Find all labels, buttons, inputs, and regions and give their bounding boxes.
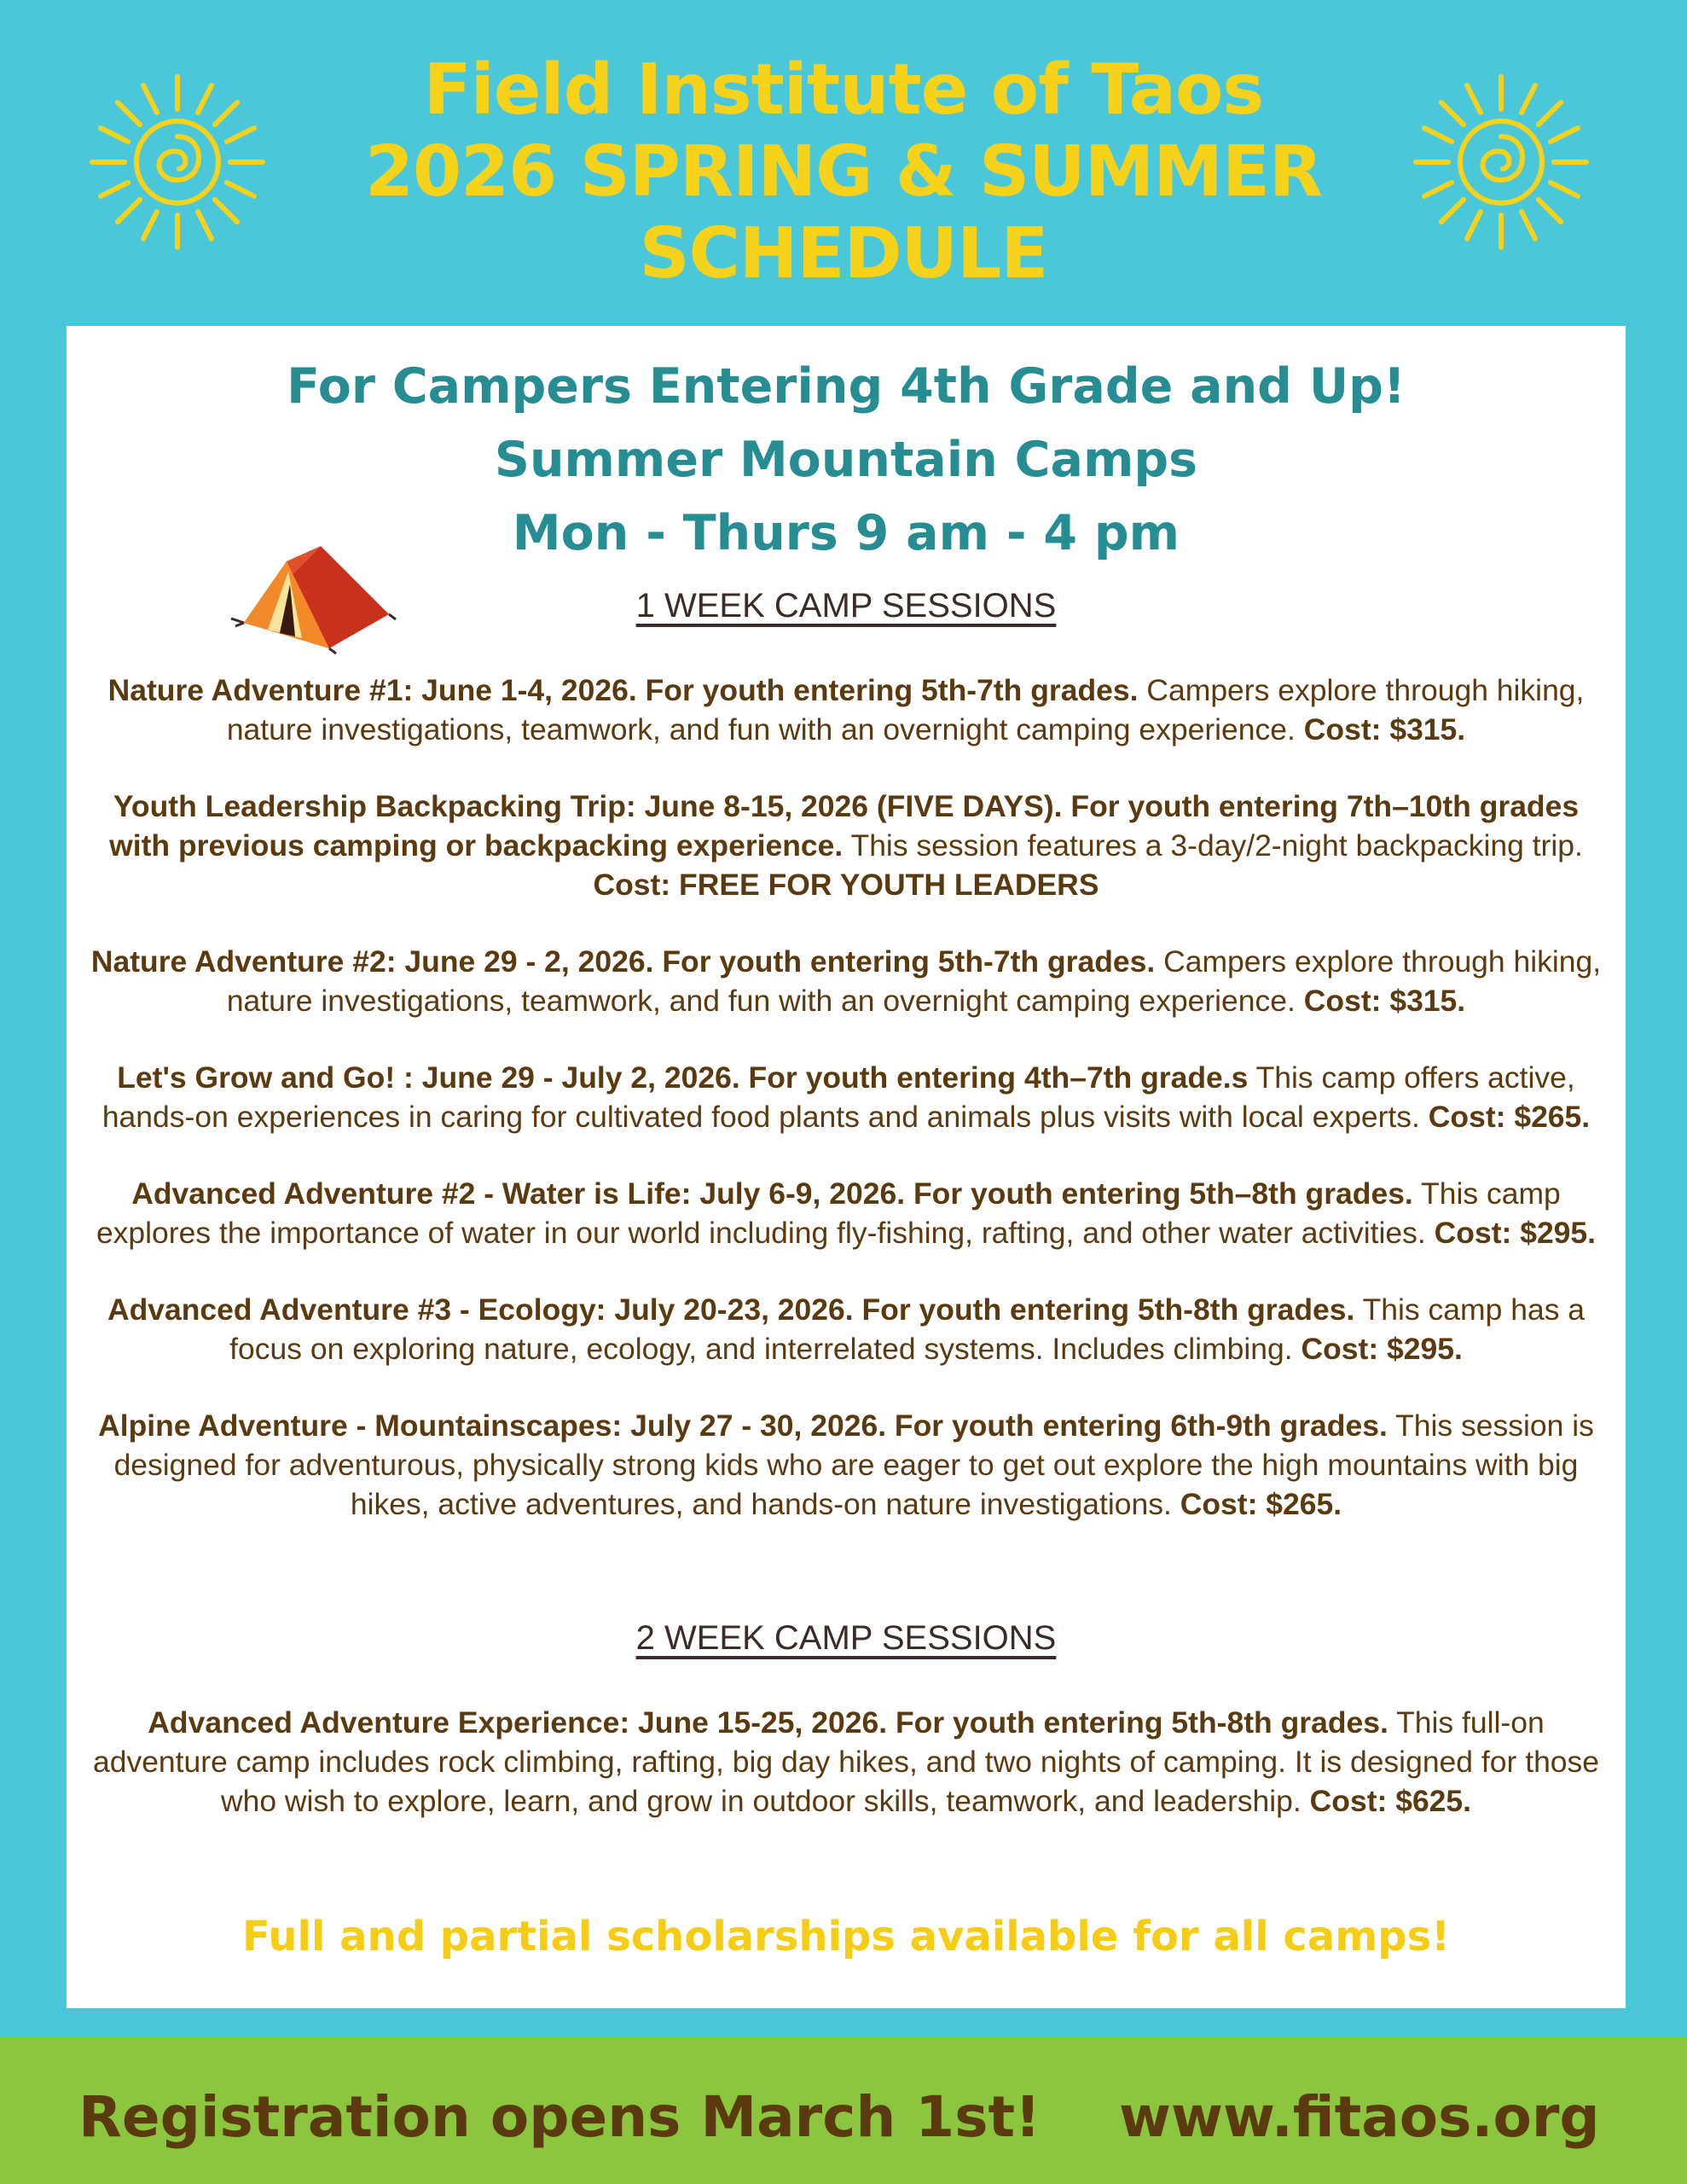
schedule-card	[67, 326, 1626, 2008]
session-title: Advanced Adventure Experience: June 15-25, 2026. For youth entering 5th-8th grades.	[148, 1705, 1388, 1740]
session-cost: Cost: $295.	[1301, 1332, 1463, 1366]
footer-bar	[0, 2037, 1687, 2184]
two-week-heading: 2 WEEK CAMP SESSIONS	[635, 1619, 1057, 1657]
session-description: This camp explores the importance of water in our world including fly-fishing, rafting, and other water activities.	[96, 1176, 1561, 1250]
intro-line-1: For Campers Entering 4th Grade and Up!	[287, 358, 1406, 415]
session-description: Campers explore through hiking, nature investigations, teamwork, and fun with an overnight camping experience.	[226, 944, 1602, 1018]
sun-swirl-icon	[84, 68, 271, 256]
title-line-3: SCHEDULE	[639, 213, 1048, 294]
session-description: This camp offers active, hands-on experiences in caring for cultivated food plants and animals plus visits with local experts.	[101, 1060, 1575, 1134]
session-cost: Cost: $265.	[1428, 1100, 1591, 1134]
website-link[interactable]: www.fitaos.org	[1119, 2084, 1600, 2150]
session-description: This session features a 3-day/2-night backpacking trip.	[843, 828, 1583, 863]
session-cost: Cost: $315.	[1303, 712, 1466, 746]
title-line-2: 2026 SPRING & SUMMER	[364, 131, 1323, 212]
registration-date: Registration opens March 1st!	[78, 2084, 1041, 2150]
session-item	[84, 1174, 1609, 1252]
session-item	[84, 942, 1609, 1020]
session-title: Advanced Adventure #2 - Water is Life: July 6-9, 2026. For youth entering 5th–8th grades.	[131, 1176, 1413, 1211]
session-cost: Cost: $315.	[1303, 984, 1466, 1018]
one-week-sessions	[84, 671, 1609, 1561]
session-cost: Cost: $295.	[1434, 1216, 1597, 1250]
session-item	[84, 1703, 1609, 1821]
title-line-1: Field Institute of Taos	[423, 49, 1264, 131]
scholarship-note: Full and partial scholarships available for all camps!	[241, 1913, 1451, 1960]
one-week-heading: 1 WEEK CAMP SESSIONS	[635, 587, 1057, 624]
session-cost: Cost: $265.	[1180, 1487, 1342, 1521]
two-week-sessions	[84, 1703, 1609, 1858]
session-title: Advanced Adventure #3 - Ecology: July 20-23, 2026. For youth entering 5th-8th grades.	[107, 1292, 1355, 1327]
session-description: This session is designed for adventurous, physically strong kids who are eager to get out explore the high mountains with big hikes, active adventures, and hands-on nature investigations.	[113, 1409, 1594, 1521]
sun-swirl-icon	[1407, 68, 1595, 256]
session-item	[84, 671, 1609, 749]
session-title: Youth Leadership Backpacking Trip: June 8-15, 2026 (FIVE DAYS). For youth entering 7th–10th grades with previous camping or backpacking experience.	[109, 789, 1580, 863]
session-item	[84, 1406, 1609, 1524]
intro-line-2: Summer Mountain Camps	[494, 432, 1198, 488]
session-description: This camp has a focus on exploring nature, ecology, and interrelated systems. Includes climbing.	[229, 1292, 1586, 1366]
header	[0, 0, 1687, 324]
session-description: Campers explore through hiking, nature investigations, teamwork, and fun with an overnight camping experience.	[226, 673, 1585, 746]
session-title: Alpine Adventure - Mountainscapes: July 27 - 30, 2026. For youth entering 6th-9th grades.	[98, 1409, 1388, 1443]
session-item	[84, 1058, 1609, 1136]
session-title: Nature Adventure #1: June 1-4, 2026. For youth entering 5th-7th grades.	[107, 673, 1139, 707]
session-title: Nature Adventure #2: June 29 - 2, 2026. For youth entering 5th-7th grades.	[90, 944, 1156, 979]
session-item	[84, 1290, 1609, 1368]
session-cost: Cost: $625.	[1309, 1784, 1472, 1818]
session-description: This full-on adventure camp includes rock climbing, rafting, big day hikes, and two nights of camping. It is designed for those who wish to explore, learn, and grow in outdoor skills, teamwork, and leadership.	[92, 1705, 1600, 1818]
session-item	[84, 787, 1609, 904]
session-cost: Cost: FREE FOR YOUTH LEADERS	[593, 868, 1099, 902]
page-title	[256, 49, 1431, 295]
session-title: Let's Grow and Go! : June 29 - July 2, 2026. For youth entering 4th–7th grade.s	[117, 1060, 1249, 1095]
intro-line-3: Mon - Thurs 9 am - 4 pm	[512, 505, 1180, 561]
